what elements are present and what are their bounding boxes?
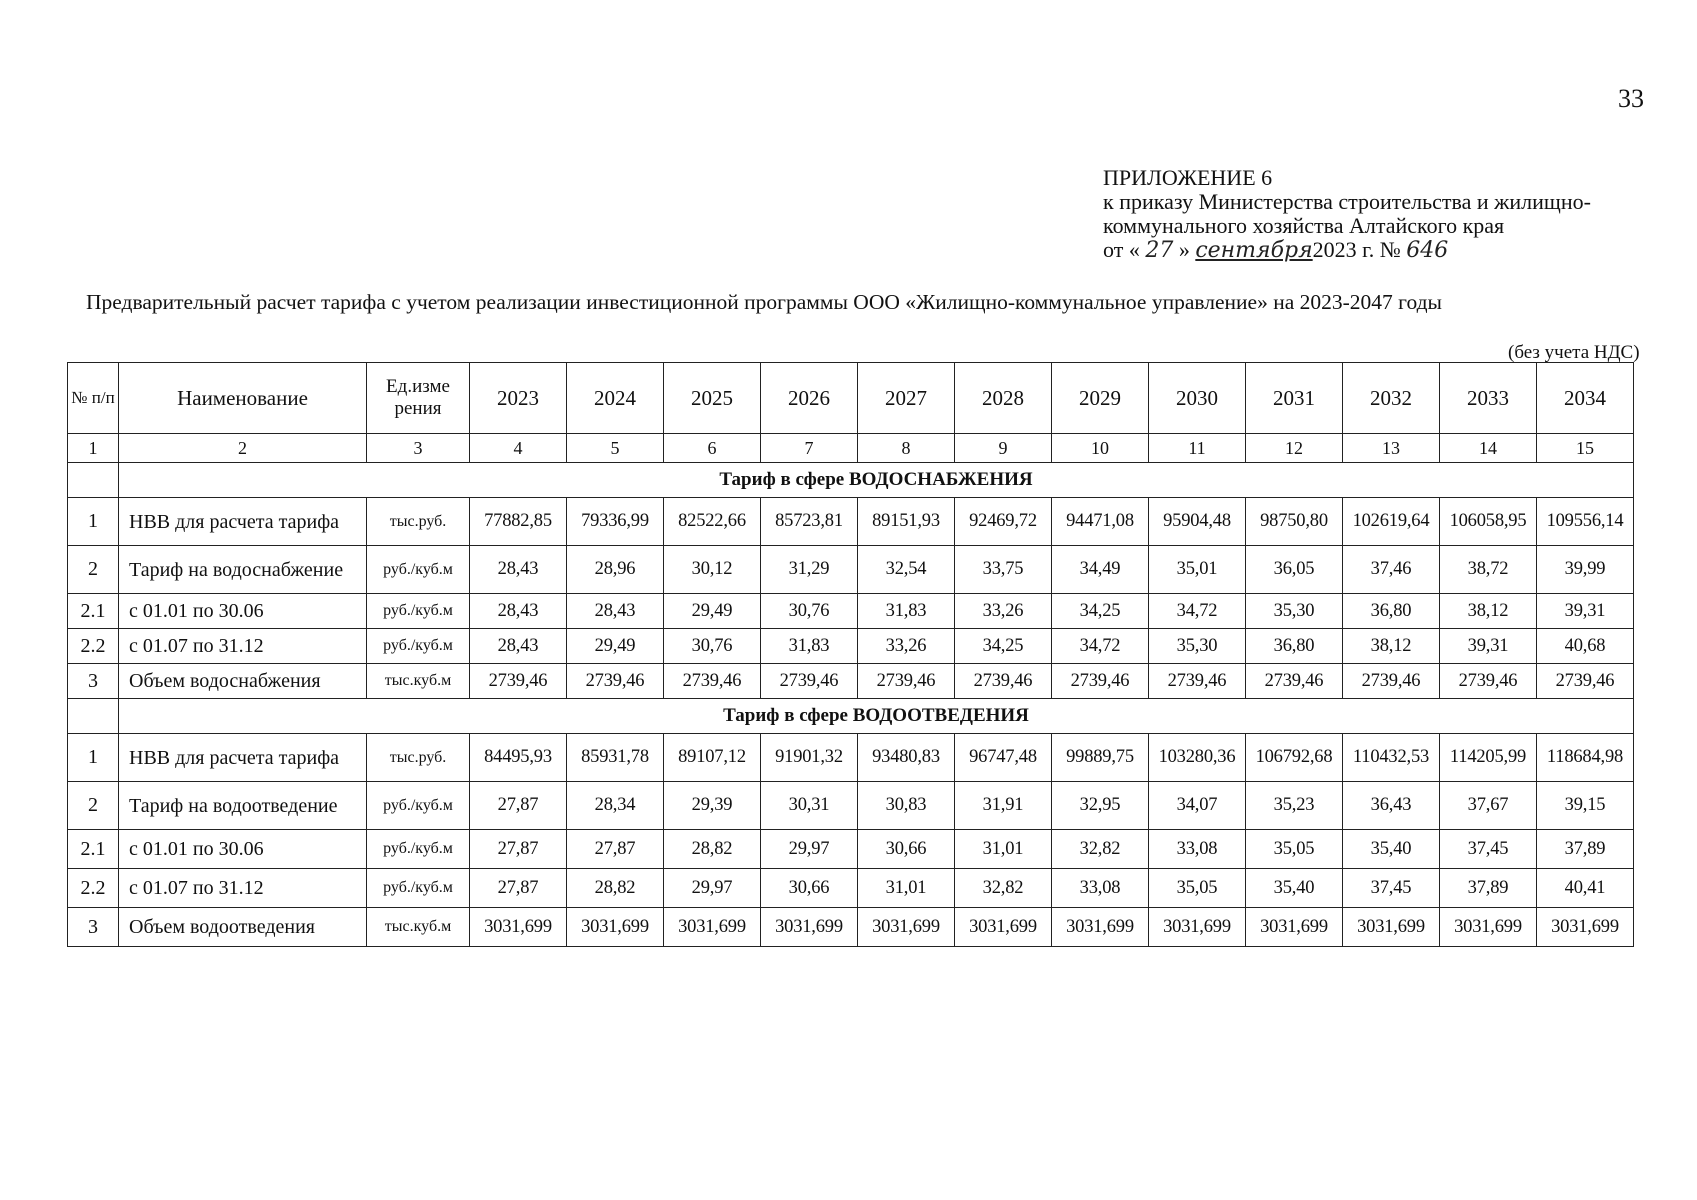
value-cell: 34,72: [1149, 594, 1246, 629]
value-cell: 3031,699: [567, 908, 664, 947]
column-header: 2025: [664, 363, 761, 434]
value-cell: 106058,95: [1440, 498, 1537, 546]
value-cell: 30,12: [664, 546, 761, 594]
row-number: 2.2: [68, 629, 119, 664]
value-cell: 118684,98: [1537, 734, 1634, 782]
value-cell: 29,97: [761, 830, 858, 869]
value-cell: 35,05: [1149, 869, 1246, 908]
value-cell: 30,66: [761, 869, 858, 908]
value-cell: 28,34: [567, 782, 664, 830]
value-cell: 34,25: [1052, 594, 1149, 629]
value-cell: 82522,66: [664, 498, 761, 546]
row-unit: руб./куб.м: [367, 594, 470, 629]
section-title: Тариф в сфере ВОДООТВЕДЕНИЯ: [119, 699, 1634, 734]
appendix-date-line: [1103, 238, 1591, 263]
column-header: 2034: [1537, 363, 1634, 434]
value-cell: 34,72: [1052, 629, 1149, 664]
table-row: [68, 498, 1634, 546]
value-cell: 38,12: [1440, 594, 1537, 629]
value-cell: 37,46: [1343, 546, 1440, 594]
value-cell: 2739,46: [1537, 664, 1634, 699]
table-row: [68, 782, 1634, 830]
row-name: с 01.07 по 31.12: [119, 869, 367, 908]
table-row: [68, 869, 1634, 908]
value-cell: 32,54: [858, 546, 955, 594]
row-unit: тыс.куб.м: [367, 908, 470, 947]
table-row: [68, 664, 1634, 699]
column-number: 6: [664, 434, 761, 463]
value-cell: 89151,93: [858, 498, 955, 546]
column-number: 14: [1440, 434, 1537, 463]
value-cell: 37,45: [1343, 869, 1440, 908]
row-unit: руб./куб.м: [367, 782, 470, 830]
value-cell: 85723,81: [761, 498, 858, 546]
value-cell: 31,01: [955, 830, 1052, 869]
row-name: с 01.01 по 30.06: [119, 830, 367, 869]
value-cell: 35,05: [1246, 830, 1343, 869]
value-cell: 37,45: [1440, 830, 1537, 869]
header-row: [68, 363, 1634, 434]
column-number: 13: [1343, 434, 1440, 463]
value-cell: 30,83: [858, 782, 955, 830]
value-cell: 94471,08: [1052, 498, 1149, 546]
value-cell: 37,67: [1440, 782, 1537, 830]
value-cell: 99889,75: [1052, 734, 1149, 782]
column-number: 4: [470, 434, 567, 463]
column-header: 2024: [567, 363, 664, 434]
value-cell: 28,43: [470, 594, 567, 629]
row-name: НВВ для расчета тарифа: [119, 498, 367, 546]
value-cell: 33,08: [1149, 830, 1246, 869]
value-cell: 2739,46: [664, 664, 761, 699]
column-number: 11: [1149, 434, 1246, 463]
value-cell: 29,97: [664, 869, 761, 908]
row-name: с 01.01 по 30.06: [119, 594, 367, 629]
table-row: [68, 546, 1634, 594]
value-cell: 92469,72: [955, 498, 1052, 546]
value-cell: 39,31: [1440, 629, 1537, 664]
row-unit: тыс.куб.м: [367, 664, 470, 699]
value-cell: 36,80: [1246, 629, 1343, 664]
value-cell: 27,87: [470, 782, 567, 830]
value-cell: 34,49: [1052, 546, 1149, 594]
value-cell: 30,76: [761, 594, 858, 629]
value-cell: 102619,64: [1343, 498, 1440, 546]
column-header: 2032: [1343, 363, 1440, 434]
row-number: 2.2: [68, 869, 119, 908]
value-cell: 3031,699: [1149, 908, 1246, 947]
value-cell: 29,39: [664, 782, 761, 830]
value-cell: 31,29: [761, 546, 858, 594]
value-cell: 27,87: [470, 830, 567, 869]
value-cell: 79336,99: [567, 498, 664, 546]
value-cell: 3031,699: [470, 908, 567, 947]
column-header: 2029: [1052, 363, 1149, 434]
row-number: 3: [68, 908, 119, 947]
value-cell: 40,41: [1537, 869, 1634, 908]
row-unit: руб./куб.м: [367, 629, 470, 664]
value-cell: 3031,699: [858, 908, 955, 947]
column-number: 12: [1246, 434, 1343, 463]
value-cell: 36,80: [1343, 594, 1440, 629]
row-name: с 01.07 по 31.12: [119, 629, 367, 664]
value-cell: 35,01: [1149, 546, 1246, 594]
date-month-handwritten: сентября: [1195, 238, 1313, 263]
value-cell: 29,49: [567, 629, 664, 664]
tariff-table: [67, 362, 1634, 947]
row-number: 2.1: [68, 830, 119, 869]
value-cell: 35,23: [1246, 782, 1343, 830]
row-unit: тыс.руб.: [367, 498, 470, 546]
column-number: 5: [567, 434, 664, 463]
value-cell: 98750,80: [1246, 498, 1343, 546]
value-cell: 95904,48: [1149, 498, 1246, 546]
value-cell: 2739,46: [470, 664, 567, 699]
table-row: [68, 908, 1634, 947]
column-header: 2030: [1149, 363, 1246, 434]
table-row: [68, 594, 1634, 629]
value-cell: 2739,46: [761, 664, 858, 699]
row-unit: тыс.руб.: [367, 734, 470, 782]
row-number: 1: [68, 498, 119, 546]
date-day-handwritten: 27: [1145, 238, 1174, 263]
value-cell: 114205,99: [1440, 734, 1537, 782]
row-number: 3: [68, 664, 119, 699]
value-cell: 28,43: [567, 594, 664, 629]
date-prefix: от «: [1103, 237, 1140, 262]
column-number: 15: [1537, 434, 1634, 463]
value-cell: 85931,78: [567, 734, 664, 782]
row-number: 2.1: [68, 594, 119, 629]
value-cell: 27,87: [567, 830, 664, 869]
value-cell: 32,95: [1052, 782, 1149, 830]
value-cell: 32,82: [955, 869, 1052, 908]
value-cell: 35,30: [1246, 594, 1343, 629]
column-number: 3: [367, 434, 470, 463]
value-cell: 3031,699: [955, 908, 1052, 947]
value-cell: 96747,48: [955, 734, 1052, 782]
value-cell: 28,82: [664, 830, 761, 869]
row-name: НВВ для расчета тарифа: [119, 734, 367, 782]
value-cell: 2739,46: [1052, 664, 1149, 699]
row-number: 1: [68, 734, 119, 782]
value-cell: 40,68: [1537, 629, 1634, 664]
row-unit: руб./куб.м: [367, 830, 470, 869]
row-number: 2: [68, 546, 119, 594]
value-cell: 39,31: [1537, 594, 1634, 629]
table-row: [68, 629, 1634, 664]
value-cell: 30,76: [664, 629, 761, 664]
value-cell: 31,01: [858, 869, 955, 908]
value-cell: 2739,46: [955, 664, 1052, 699]
appendix-line-3: коммунального хозяйства Алтайского края: [1103, 213, 1505, 238]
value-cell: 30,66: [858, 830, 955, 869]
column-header: 2023: [470, 363, 567, 434]
column-header: 2031: [1246, 363, 1343, 434]
column-header: 2033: [1440, 363, 1537, 434]
column-number: 9: [955, 434, 1052, 463]
section-spacer-cell: [68, 699, 119, 734]
value-cell: 31,83: [761, 629, 858, 664]
row-unit: руб./куб.м: [367, 869, 470, 908]
column-header: 2026: [761, 363, 858, 434]
value-cell: 37,89: [1440, 869, 1537, 908]
value-cell: 27,87: [470, 869, 567, 908]
value-cell: 3031,699: [1246, 908, 1343, 947]
value-cell: 35,40: [1246, 869, 1343, 908]
value-cell: 33,26: [858, 629, 955, 664]
appendix-title: ПРИЛОЖЕНИЕ 6: [1103, 165, 1273, 190]
document-title: Предварительный расчет тарифа с учетом реализации инвестиционной программы ООО «Жилищно-коммунальное управление» на 2023-2047 годы: [86, 290, 1442, 314]
value-cell: 28,82: [567, 869, 664, 908]
value-cell: 31,83: [858, 594, 955, 629]
row-number: 2: [68, 782, 119, 830]
column-header: Наименование: [119, 363, 367, 434]
vat-note: (без учета НДС): [1508, 342, 1640, 363]
value-cell: 91901,32: [761, 734, 858, 782]
value-cell: 33,26: [955, 594, 1052, 629]
value-cell: 36,43: [1343, 782, 1440, 830]
table-row: [68, 734, 1634, 782]
section-header-row: [68, 463, 1634, 498]
value-cell: 29,49: [664, 594, 761, 629]
column-number: 10: [1052, 434, 1149, 463]
row-name: Тариф на водоотведение: [119, 782, 367, 830]
section-title: Тариф в сфере ВОДОСНАБЖЕНИЯ: [119, 463, 1634, 498]
value-cell: 35,40: [1343, 830, 1440, 869]
value-cell: 77882,85: [470, 498, 567, 546]
row-name: Объем водоотведения: [119, 908, 367, 947]
value-cell: 30,31: [761, 782, 858, 830]
value-cell: 38,12: [1343, 629, 1440, 664]
appendix-line-2: к приказу Министерства строительства и жилищно-: [1103, 189, 1591, 214]
value-cell: 28,43: [470, 546, 567, 594]
column-number: 2: [119, 434, 367, 463]
row-name: Тариф на водоснабжение: [119, 546, 367, 594]
column-header: Ед.изме рения: [367, 363, 470, 434]
value-cell: 2739,46: [858, 664, 955, 699]
value-cell: 3031,699: [1537, 908, 1634, 947]
value-cell: 3031,699: [1440, 908, 1537, 947]
value-cell: 3031,699: [664, 908, 761, 947]
column-number: 8: [858, 434, 955, 463]
value-cell: 89107,12: [664, 734, 761, 782]
value-cell: 32,82: [1052, 830, 1149, 869]
row-name: Объем водоснабжения: [119, 664, 367, 699]
date-year: 2023 г. №: [1312, 237, 1401, 262]
page-number: 33: [1618, 84, 1644, 113]
table-row: [68, 830, 1634, 869]
row-unit: руб./куб.м: [367, 546, 470, 594]
order-number-handwritten: 646: [1406, 238, 1449, 263]
date-mid: »: [1178, 237, 1190, 262]
value-cell: 110432,53: [1343, 734, 1440, 782]
value-cell: 106792,68: [1246, 734, 1343, 782]
column-header: № п/п: [68, 363, 119, 434]
appendix-block: [1103, 166, 1591, 263]
value-cell: 3031,699: [761, 908, 858, 947]
column-number: 7: [761, 434, 858, 463]
value-cell: 31,91: [955, 782, 1052, 830]
value-cell: 33,08: [1052, 869, 1149, 908]
value-cell: 2739,46: [567, 664, 664, 699]
value-cell: 103280,36: [1149, 734, 1246, 782]
value-cell: 2739,46: [1440, 664, 1537, 699]
value-cell: 2739,46: [1149, 664, 1246, 699]
value-cell: 93480,83: [858, 734, 955, 782]
value-cell: 2739,46: [1343, 664, 1440, 699]
column-number-row: [68, 434, 1634, 463]
value-cell: 34,25: [955, 629, 1052, 664]
value-cell: 84495,93: [470, 734, 567, 782]
value-cell: 36,05: [1246, 546, 1343, 594]
column-number: 1: [68, 434, 119, 463]
section-spacer-cell: [68, 463, 119, 498]
column-header: 2027: [858, 363, 955, 434]
value-cell: 2739,46: [1246, 664, 1343, 699]
value-cell: 34,07: [1149, 782, 1246, 830]
value-cell: 35,30: [1149, 629, 1246, 664]
value-cell: 28,96: [567, 546, 664, 594]
value-cell: 28,43: [470, 629, 567, 664]
value-cell: 38,72: [1440, 546, 1537, 594]
value-cell: 33,75: [955, 546, 1052, 594]
value-cell: 39,15: [1537, 782, 1634, 830]
value-cell: 3031,699: [1343, 908, 1440, 947]
section-header-row: [68, 699, 1634, 734]
value-cell: 39,99: [1537, 546, 1634, 594]
column-header: 2028: [955, 363, 1052, 434]
value-cell: 3031,699: [1052, 908, 1149, 947]
value-cell: 37,89: [1537, 830, 1634, 869]
value-cell: 109556,14: [1537, 498, 1634, 546]
